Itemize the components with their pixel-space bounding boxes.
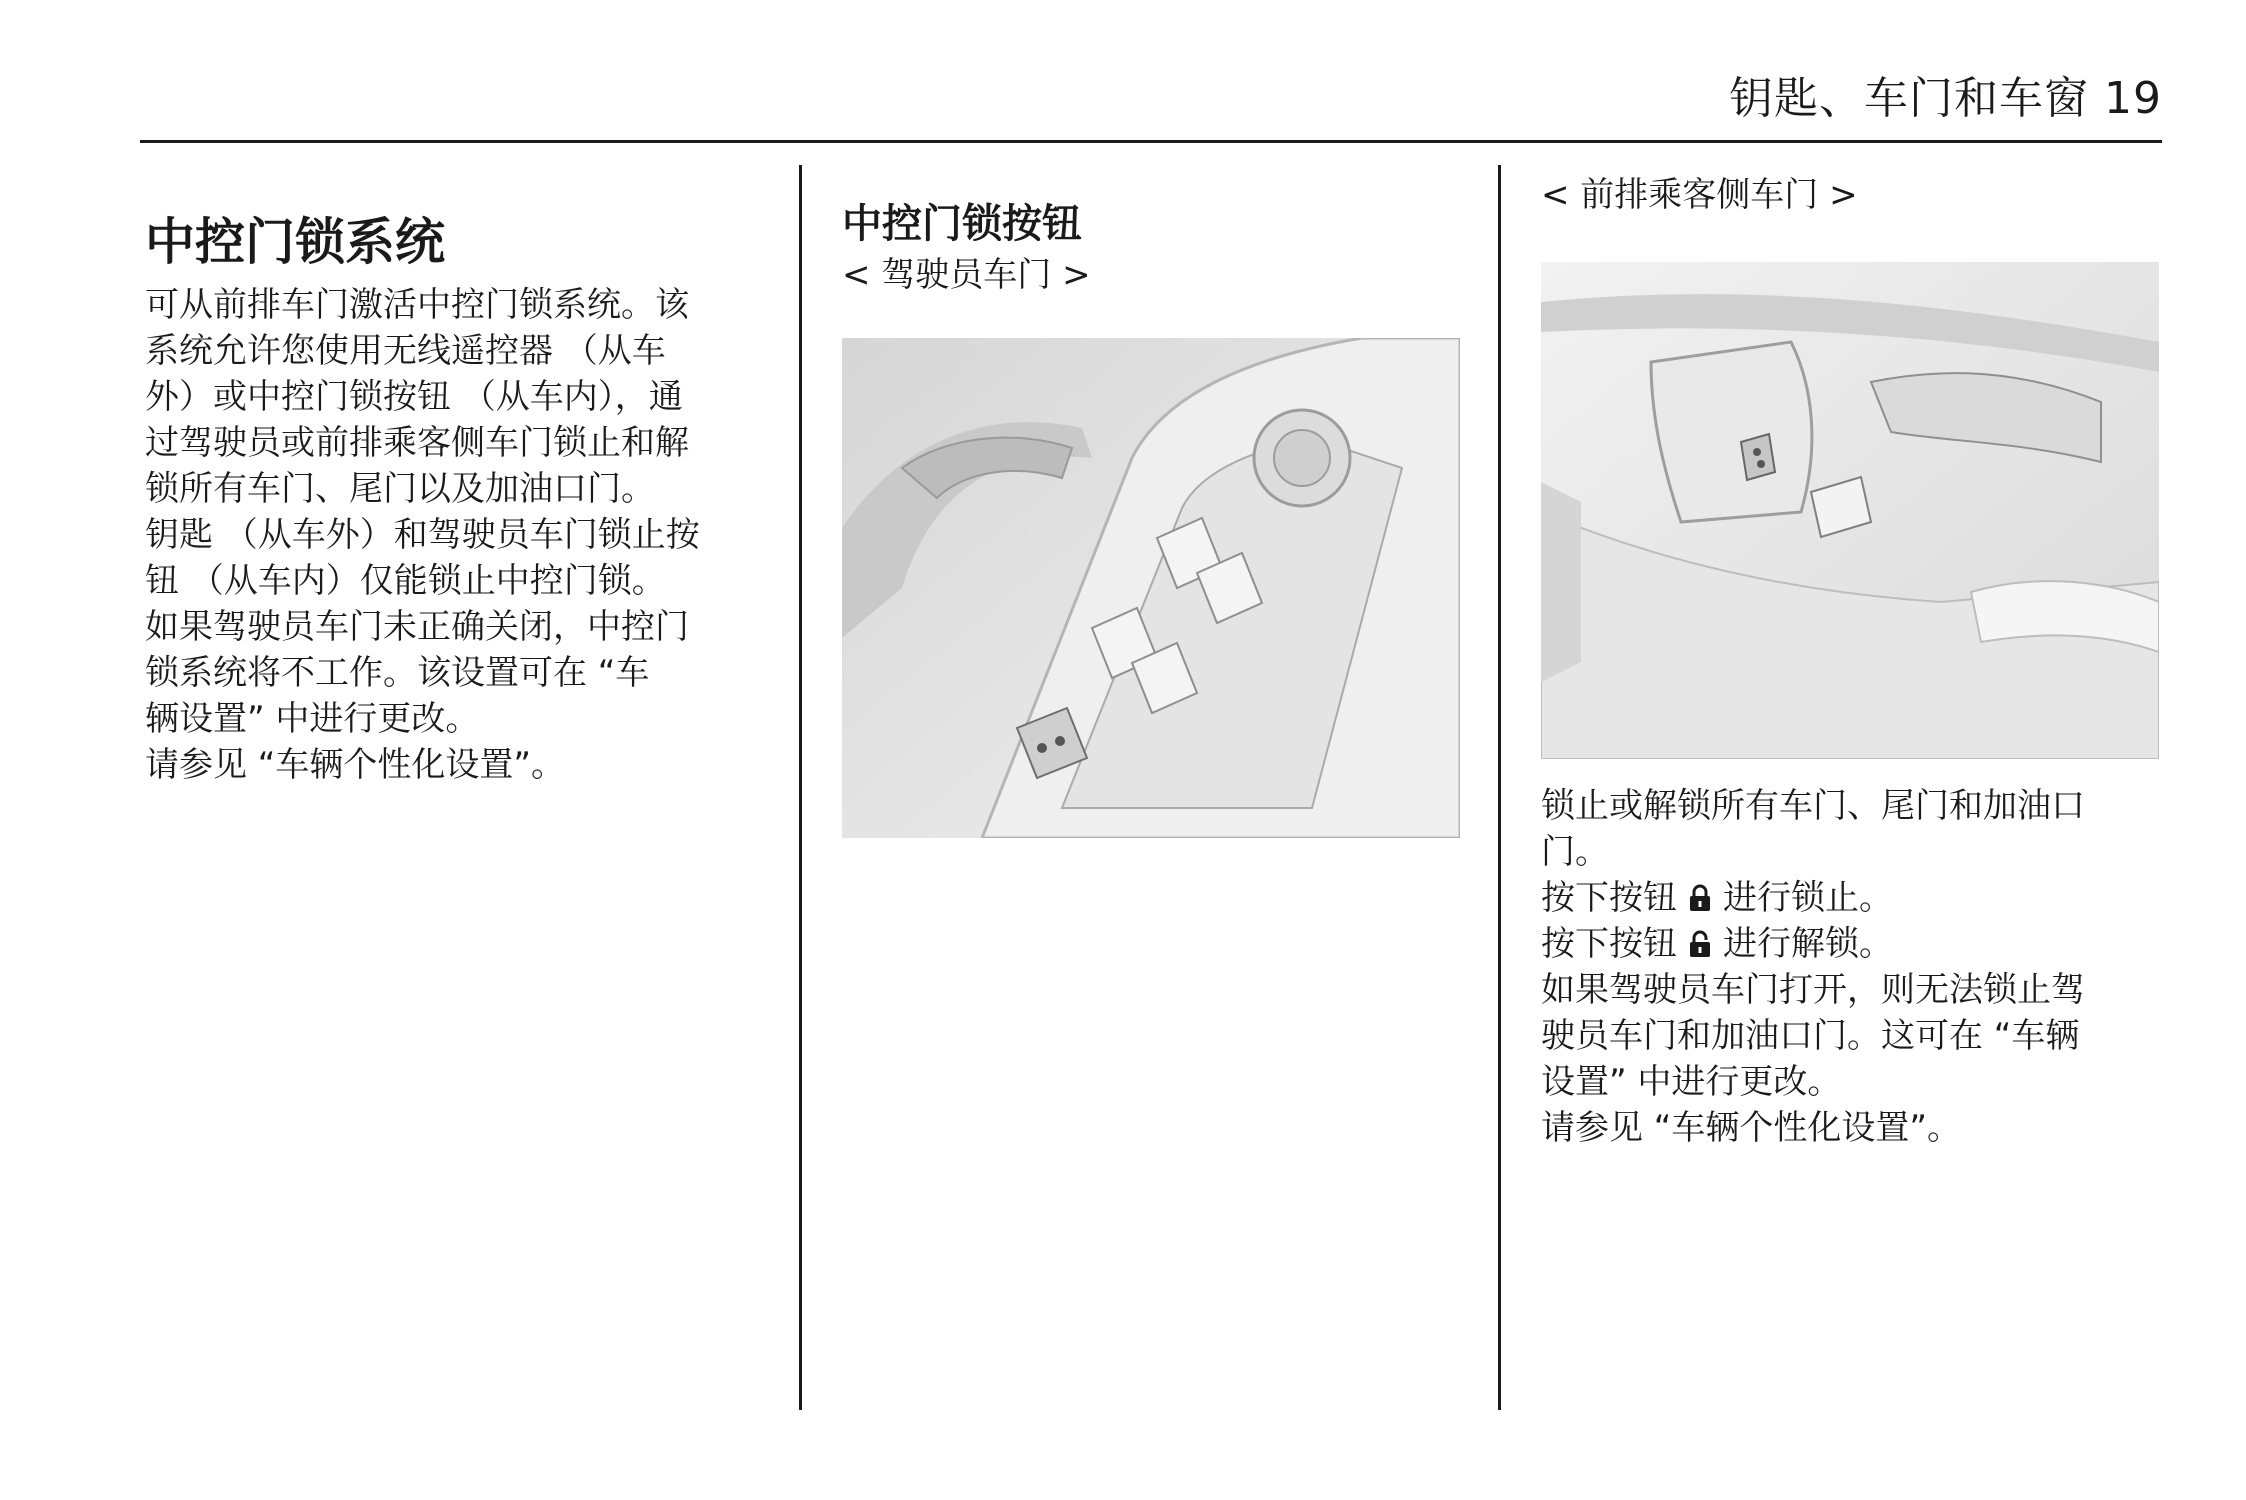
unlock-prefix: 按下按钮 [1541,924,1677,964]
body-line: 过驾驶员或前排乘客侧车门锁止和解 [145,423,689,463]
body-line: 门。 [1541,832,1609,872]
lock-closed-icon [1687,879,1713,909]
driver-door-illustration [842,338,1460,838]
column-divider-2 [1498,165,1501,1410]
body-line: 外）或中控门锁按钮 （从车内），通 [145,377,683,417]
body-line: 辆设置” 中进行更改。 [145,699,480,739]
body-line: 如果驾驶员车门打开，则无法锁止驾 [1541,970,2085,1010]
header-divider [140,140,2162,143]
lock-prefix: 按下按钮 [1541,878,1677,918]
passenger-door-illustration [1541,262,2159,759]
lock-open-icon [1687,925,1713,955]
body-line: 钮 （从车内）仅能锁止中控门锁。 [145,561,666,601]
unlock-instruction [1541,921,2171,967]
unlock-suffix: 进行解锁。 [1723,924,1893,964]
body-line: 如果驾驶员车门未正确关闭，中控门 [145,607,689,647]
page-header: 钥匙、车门和车窗 19 [1729,73,2162,124]
section-heading: 中控门锁系统 [145,213,445,271]
body-line: 锁系统将不工作。该设置可在 “车 [145,653,650,693]
column-lock-button [842,200,1462,298]
lock-instruction [1541,875,2171,921]
body-line: 钥匙 （从车外）和驾驶员车门锁止按 [145,515,700,555]
body-line: 驶员车门和加油口门。这可在 “车辆 [1541,1016,2080,1056]
column-divider-1 [799,165,802,1410]
column-passenger-door [1541,172,2171,218]
column-central-locking [145,212,765,788]
body-line: 请参见 “车辆个性化设置”。 [145,745,566,785]
body-line: 请参见 “车辆个性化设置”。 [1541,1108,1962,1148]
subsection-heading: 中控门锁按钮 [842,201,1082,247]
body-line: 设置” 中进行更改。 [1541,1062,1842,1102]
driver-door-caption: < 驾驶员车门 > [842,255,1091,295]
lock-suffix: 进行锁止。 [1723,878,1893,918]
body-line: 可从前排车门激活中控门锁系统。该 [145,285,689,325]
passenger-door-caption: < 前排乘客侧车门 > [1541,175,1858,215]
body-line: 锁止或解锁所有车门、尾门和加油口 [1541,786,2085,826]
body-line: 系统允许您使用无线遥控器 （从车 [145,331,666,371]
passenger-door-text [1541,783,2171,1151]
body-line: 锁所有车门、尾门以及加油口门。 [145,469,655,509]
